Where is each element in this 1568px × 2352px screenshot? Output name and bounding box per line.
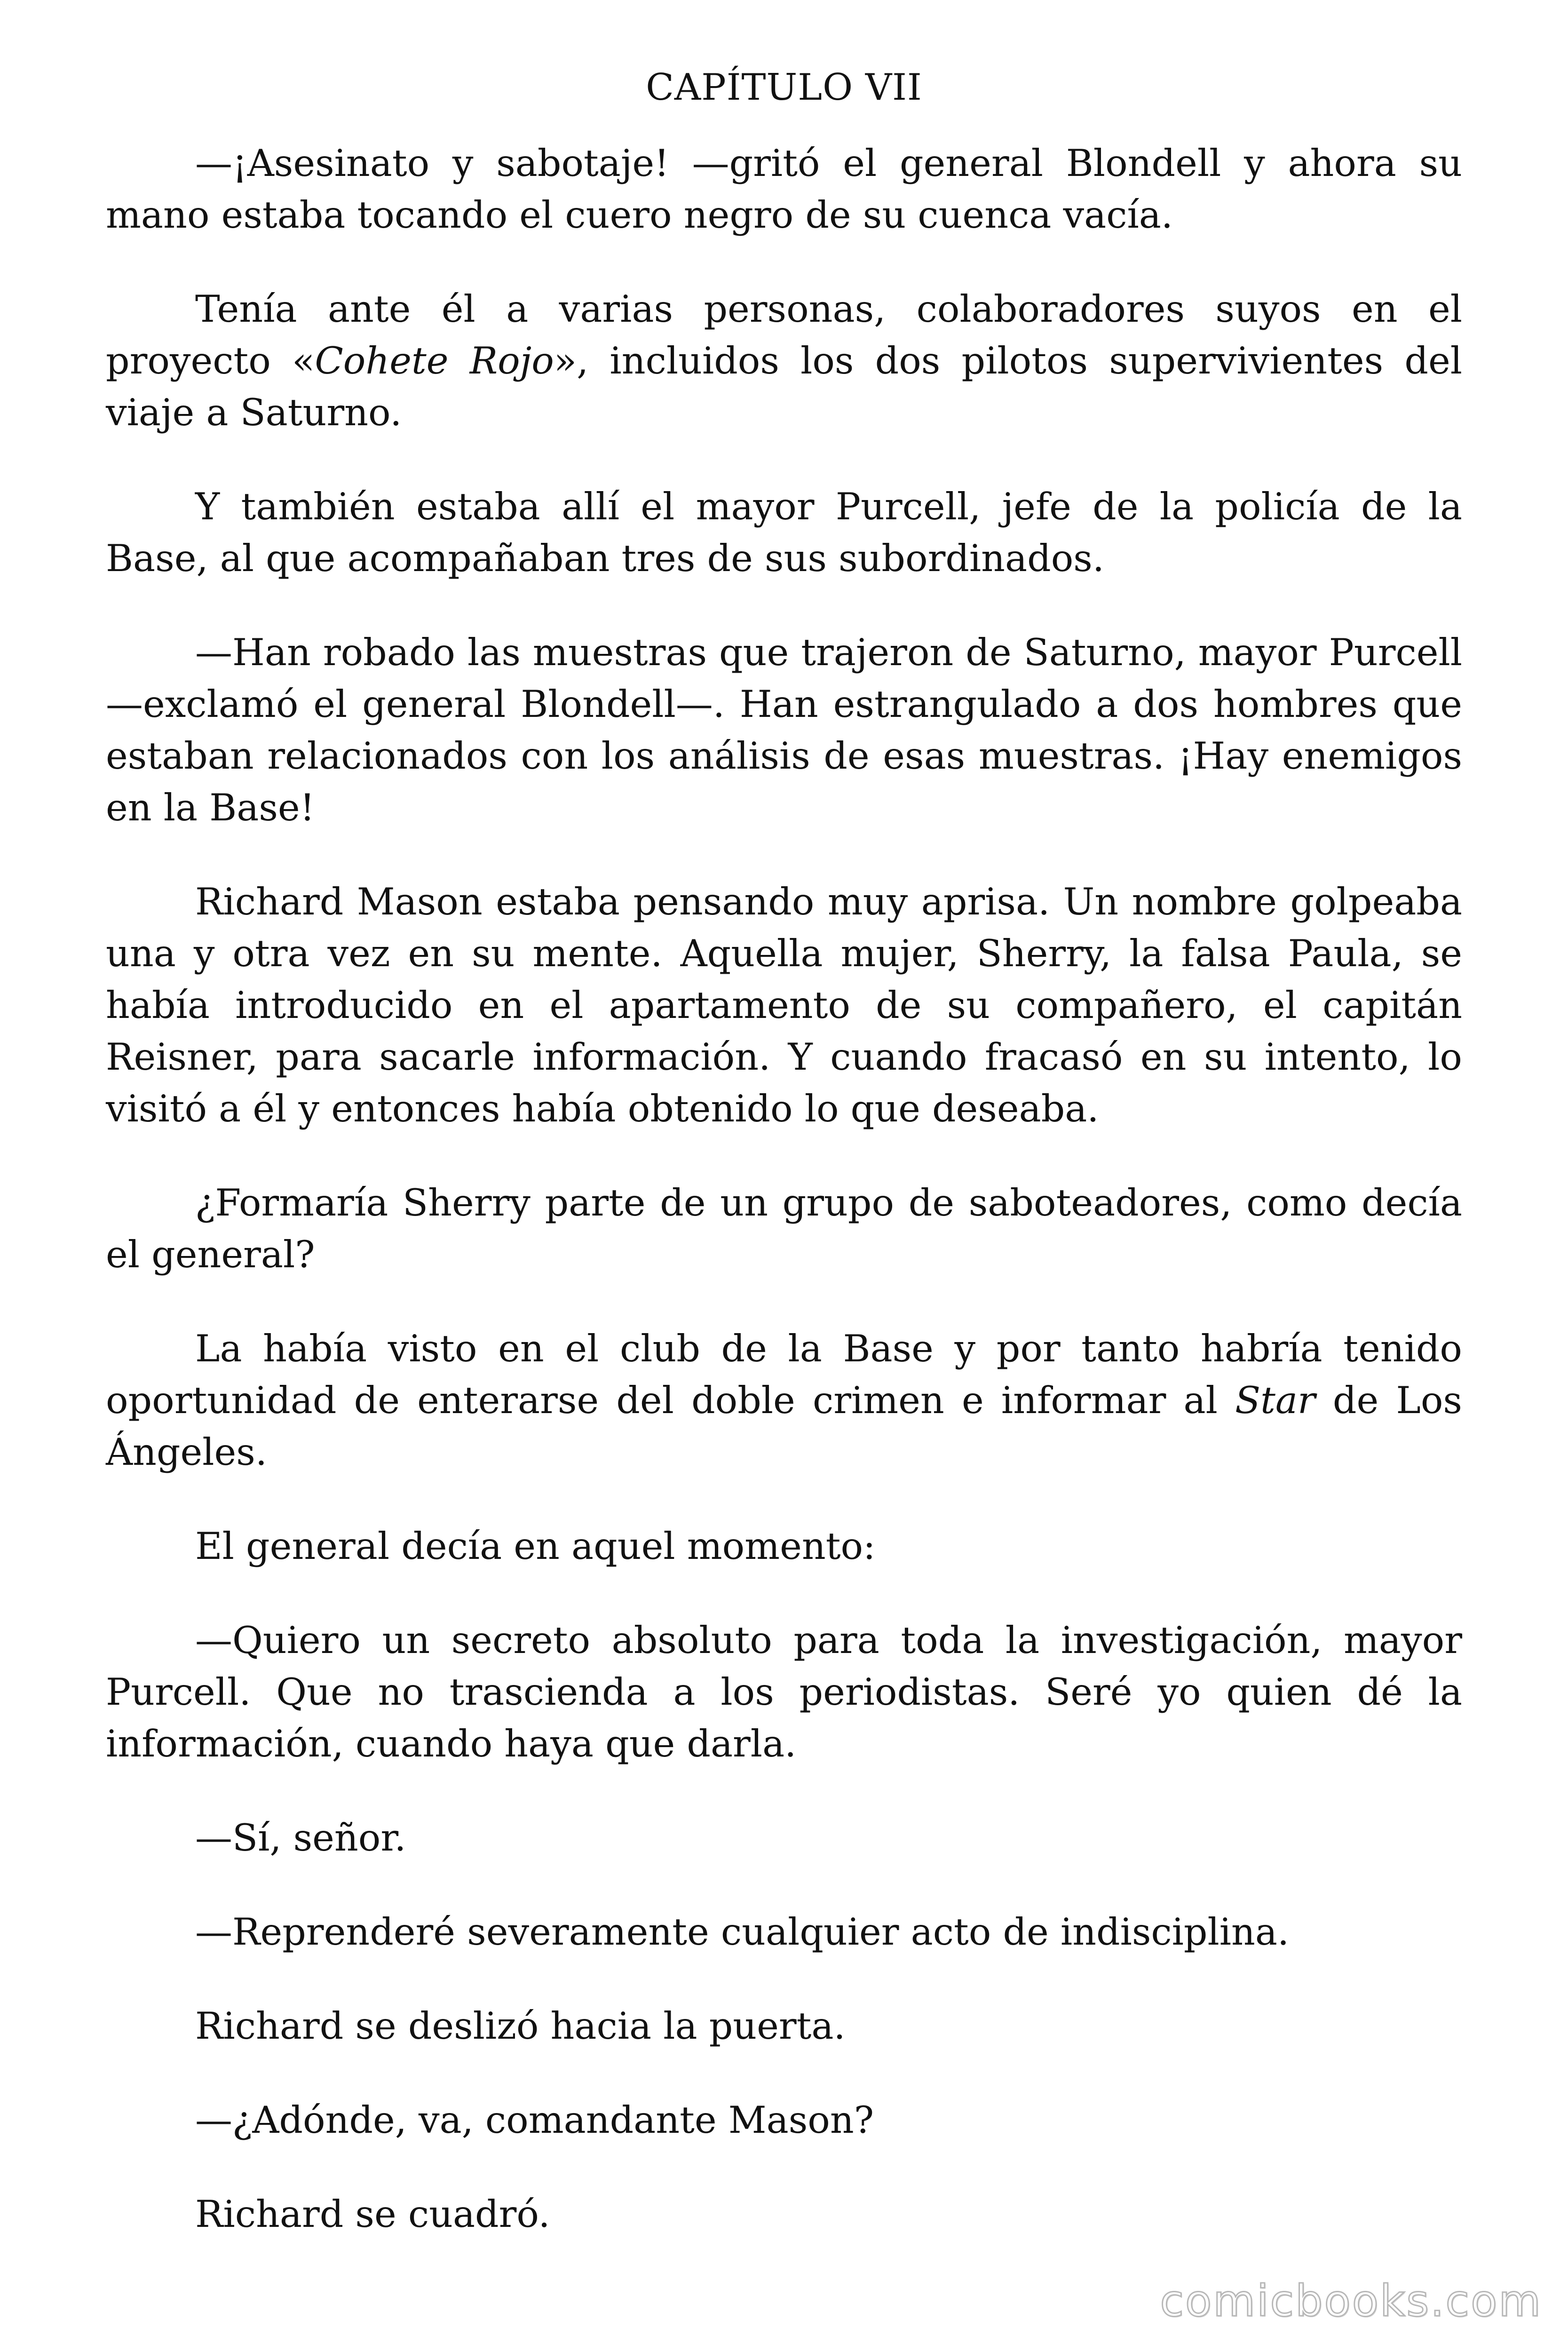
paragraph-text: », incluidos los dos pilotos supervivientes del viaje a Saturno. [106,339,1462,434]
paragraph [106,1906,1462,1958]
watermark-logo: comicbooks.com [1160,2276,1542,2326]
paragraph-text: Richard se deslizó hacia la puerta. [195,2004,846,2048]
paragraph-text: —Han robado las muestras que trajeron de Saturno, mayor Purcell —exclamó el general Blondell—. Han estrangulado a dos hombres que estaban relacionados con los análisis de esas muestras. ¡Hay enemigos en la Base! [106,631,1462,829]
paragraph-text: ¿Formaría Sherry parte de un grupo de saboteadores, como decía el general? [106,1181,1462,1276]
paragraph [106,1614,1462,1770]
paragraph [106,2094,1462,2146]
paragraph-text: —Sí, señor. [195,1816,406,1859]
chapter-title: CAPÍTULO VII [646,66,922,109]
paragraph-text: La había visto en el club de la Base y por tanto habría tenido oportunidad de enterarse del doble crimen e informar al [106,1327,1462,1422]
paragraph [106,1520,1462,1572]
paragraph [106,1812,1462,1864]
paragraph-text: —Reprenderé severamente cualquier acto de indisciplina. [195,1910,1290,1954]
paragraph-text: El general decía en aquel momento: [195,1525,876,1568]
italic-text: Star [1235,1379,1315,1422]
paragraph-text: —Quiero un secreto absoluto para toda la investigación, mayor Purcell. Que no trascienda a los periodistas. Seré yo quien dé la información, cuando haya que darla. [106,1619,1462,1765]
paragraph-text: Tenía ante él a varias personas, colaboradores suyos en el proyecto « [106,287,1462,382]
paragraph [106,1177,1462,1280]
paragraph-text: Y también estaba allí el mayor Purcell, jefe de la policía de la Base, al que acompañaban tres de sus subordinados. [106,485,1462,580]
paragraph [106,876,1462,1135]
paragraph-text: de Los Ángeles. [106,1379,1462,1474]
paragraph [106,137,1462,241]
paragraph-text: Richard se cuadró. [195,2193,550,2236]
paragraph [106,283,1462,438]
paragraph [106,481,1462,584]
paragraph-text: Richard Mason estaba pensando muy aprisa. Un nombre golpeaba una y otra vez en su mente. Aquella mujer, Sherry, la falsa Paula, se había introducido en el apartamento de su compañero, el capitán Reisner, para sacarle información. Y cuando fracasó en su intento, lo visitó a él y entonces había obtenido lo que deseaba. [106,880,1462,1130]
document-page [106,61,1462,2267]
paragraph [106,627,1462,834]
paragraph [106,2000,1462,2052]
paragraph-text: —¡Asesinato y sabotaje! —gritó el general Blondell y ahora su mano estaba tocando el cuero negro de su cuenca vacía. [106,142,1462,237]
paragraph-text: —¿Adónde, va, comandante Mason? [195,2098,874,2142]
body-text [106,137,1462,2240]
paragraph [106,2188,1462,2240]
italic-text: Cohete Rojo [315,339,554,382]
paragraph [106,1323,1462,1478]
